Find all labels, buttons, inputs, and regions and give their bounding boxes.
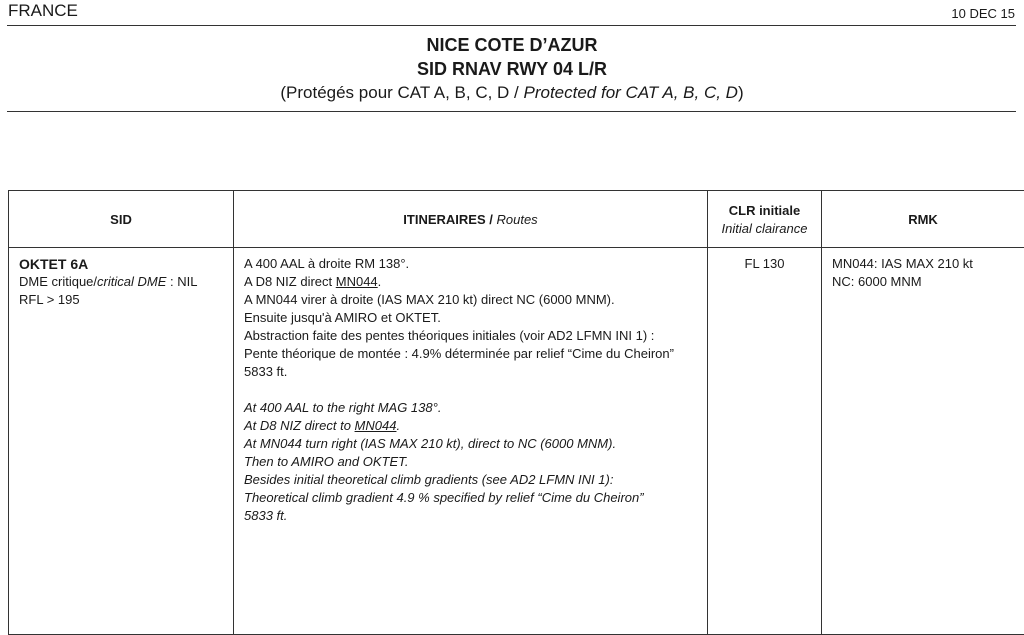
waypoint-mn044-en: MN044	[355, 418, 397, 433]
route-en-line-2	[244, 417, 697, 435]
dme-en: critical DME	[97, 274, 166, 289]
clr-cell	[708, 248, 822, 635]
route-en-line-3: At MN044 turn right (IAS MAX 210 kt), direct to NC (6000 MNM).	[244, 435, 697, 453]
title-block	[0, 33, 1024, 105]
routes-cell	[234, 248, 708, 635]
protection-note-fr: (Protégés pour CAT A, B, C, D /	[280, 83, 523, 102]
route-fr-line-3: A MN044 virer à droite (IAS MAX 210 kt) direct NC (6000 MNM).	[244, 291, 697, 309]
aerodrome-title: NICE COTE D’AZUR	[0, 33, 1024, 57]
col-header-clr-en: Initial clairance	[712, 221, 817, 236]
protection-note-close: )	[738, 83, 744, 102]
dme-value: : NIL	[166, 274, 197, 289]
remark-line-1: MN044: IAS MAX 210 kt	[832, 255, 1014, 273]
col-header-sid-label: SID	[110, 212, 132, 227]
protection-note	[0, 81, 1024, 105]
sid-cell	[9, 248, 234, 635]
route-en-line-6: Theoretical climb gradient 4.9 % specified by relief “Cime du Cheiron”	[244, 489, 697, 507]
route-en-line-2-post: .	[396, 418, 400, 433]
route-en-line-7: 5833 ft.	[244, 507, 697, 525]
header-divider	[7, 25, 1016, 26]
dme-info	[19, 273, 223, 291]
publication-date: 10 DEC 15	[951, 6, 1015, 21]
procedure-title: SID RNAV RWY 04 L/R	[0, 57, 1024, 81]
route-fr-line-5: Abstraction faite des pentes théoriques initiales (voir AD2 LFMN INI 1) :	[244, 327, 697, 345]
title-divider	[7, 111, 1016, 112]
waypoint-mn044-fr: MN044	[336, 274, 378, 289]
col-header-clr-fr: CLR initiale	[729, 203, 801, 218]
sid-name: OKTET 6A	[19, 255, 223, 273]
remark-line-2: NC: 6000 MNM	[832, 273, 1014, 291]
route-fr-line-2	[244, 273, 697, 291]
col-header-sid	[9, 191, 234, 248]
col-header-routes-sep: /	[486, 212, 497, 227]
dme-fr: DME critique/	[19, 274, 97, 289]
route-fr-line-2-post: .	[378, 274, 382, 289]
route-fr-line-2-pre: A D8 NIZ direct	[244, 274, 336, 289]
route-en-line-4: Then to AMIRO and OKTET.	[244, 453, 697, 471]
route-fr-line-4: Ensuite jusqu'à AMIRO et OKTET.	[244, 309, 697, 327]
route-fr-line-7: 5833 ft.	[244, 363, 697, 381]
rfl-info: RFL > 195	[19, 291, 223, 309]
rmk-cell	[822, 248, 1024, 635]
route-fr-line-6: Pente théorique de montée : 4.9% déterminée par relief “Cime du Cheiron”	[244, 345, 697, 363]
col-header-routes	[234, 191, 708, 248]
initial-clearance: FL 130	[718, 255, 811, 273]
country-label: FRANCE	[8, 1, 78, 21]
spacer	[244, 381, 697, 399]
col-header-rmk-label: RMK	[908, 212, 938, 227]
table-row	[9, 248, 1024, 635]
col-header-routes-en: Routes	[496, 212, 537, 227]
route-en-line-5: Besides initial theoretical climb gradients (see AD2 LFMN INI 1):	[244, 471, 697, 489]
route-fr-line-1: A 400 AAL à droite RM 138°.	[244, 255, 697, 273]
col-header-routes-fr: ITINERAIRES	[403, 212, 485, 227]
protection-note-en: Protected for CAT A, B, C, D	[524, 83, 738, 102]
sid-table	[8, 190, 1024, 635]
route-en-line-2-pre: At D8 NIZ direct to	[244, 418, 355, 433]
col-header-rmk	[822, 191, 1024, 248]
col-header-clr	[708, 191, 822, 248]
route-en-line-1: At 400 AAL to the right MAG 138°.	[244, 399, 697, 417]
table-header-row	[9, 191, 1024, 248]
